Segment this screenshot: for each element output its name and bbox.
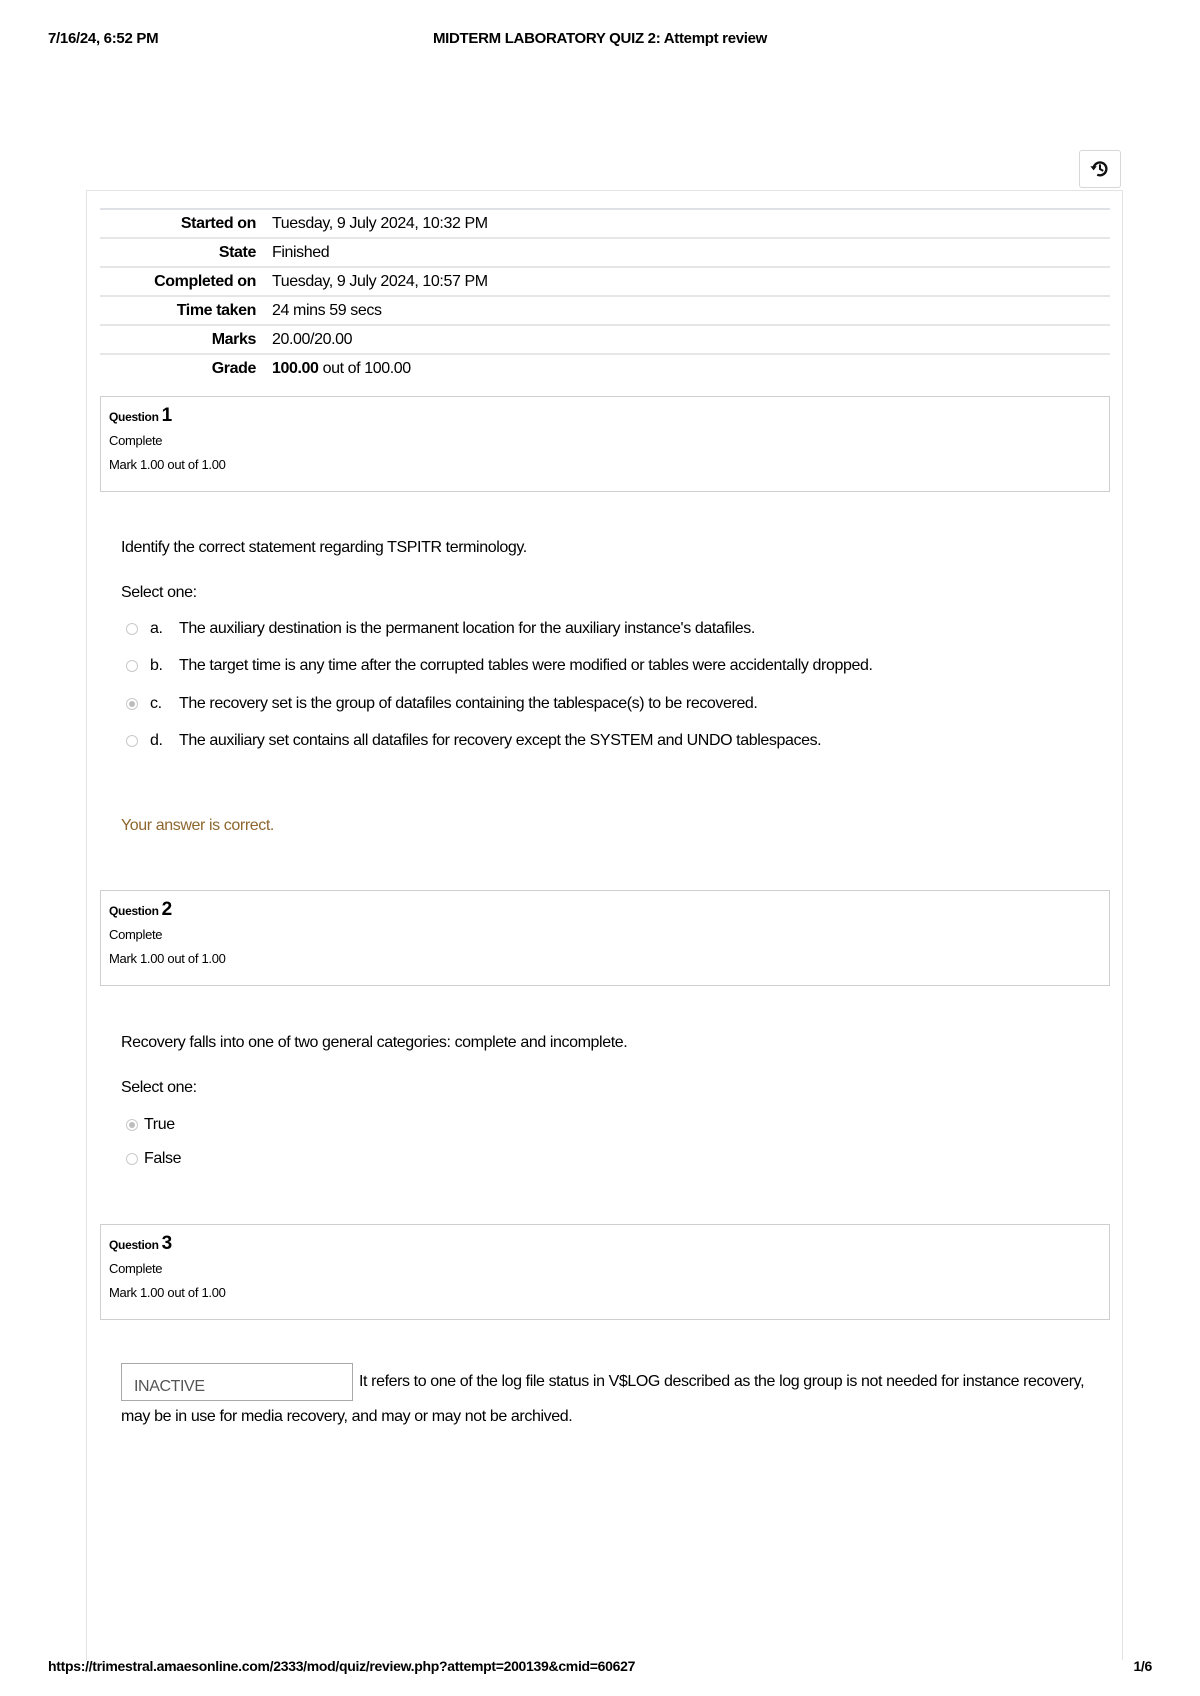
answer-options-2 — [126, 1108, 181, 1176]
select-one-prompt: Select one: — [121, 584, 197, 601]
radio-button[interactable] — [126, 1153, 138, 1165]
select-one-prompt: Select one: — [121, 1079, 197, 1096]
print-footer — [48, 1658, 1152, 1678]
answer-option-b[interactable] — [126, 648, 873, 686]
question-number — [109, 405, 1101, 427]
question-state: Complete — [109, 433, 163, 448]
question-info-2 — [100, 890, 1110, 986]
restore-history-icon — [1089, 158, 1111, 180]
question-text-1: Identify the correct statement regarding TSPITR terminology. — [121, 539, 527, 556]
question-text-3 — [121, 1363, 1091, 1432]
summary-label: Completed on — [154, 272, 256, 290]
option-letter: c. — [150, 694, 162, 712]
question-text-2: Recovery falls into one of two general categories: complete and incomplete. — [121, 1034, 628, 1051]
radio-button[interactable] — [126, 735, 138, 747]
summary-value: Tuesday, 9 July 2024, 10:57 PM — [272, 272, 488, 290]
summary-row-completed-on — [100, 268, 1110, 297]
attempt-summary-table — [100, 208, 1110, 382]
question-text: It refers to one of the log file status in V$LOG described as the log group is not needed for instance recovery, may be in use for media recovery, and may or may not be archived. — [121, 1373, 1085, 1425]
print-title: MIDTERM LABORATORY QUIZ 2: Attempt review — [432, 30, 768, 47]
print-page-number: 1/6 — [1133, 1658, 1152, 1674]
option-text: The recovery set is the group of datafiles containing the tablespace(s) to be recovered. — [179, 694, 758, 712]
answer-feedback: Your answer is correct. — [121, 817, 274, 834]
summary-row-started-on — [100, 210, 1110, 239]
radio-button-checked[interactable] — [126, 1119, 138, 1131]
print-date: 7/16/24, 6:52 PM — [48, 30, 159, 47]
question-info-3 — [100, 1224, 1110, 1320]
summary-label: State — [218, 243, 256, 261]
answer-text-field[interactable]: INACTIVE — [121, 1363, 353, 1401]
summary-value: 24 mins 59 secs — [272, 301, 382, 319]
question-label: Question — [109, 904, 159, 918]
summary-label: Grade — [211, 359, 256, 377]
summary-label: Marks — [211, 330, 256, 348]
option-text: True — [144, 1116, 175, 1133]
option-text: The auxiliary set contains all datafiles for recovery except the SYSTEM and UNDO tablespaces. — [179, 732, 822, 750]
question-grade: Mark 1.00 out of 1.00 — [109, 951, 226, 966]
summary-value: Finished — [272, 243, 330, 261]
print-header — [48, 30, 1152, 50]
question-label: Question — [109, 1238, 159, 1252]
question-number — [109, 899, 1101, 921]
question-state: Complete — [109, 927, 163, 942]
print-url: https://trimestral.amaesonline.com/2333/mod/quiz/review.php?attempt=200139&cmid=60627 — [48, 1658, 636, 1674]
radio-button[interactable] — [126, 660, 138, 672]
question-state: Complete — [109, 1261, 163, 1276]
question-number — [109, 1233, 1101, 1255]
summary-label: Started on — [180, 214, 256, 232]
answer-options-1 — [126, 610, 873, 760]
answer-option-true[interactable] — [126, 1108, 181, 1142]
option-letter: a. — [150, 619, 163, 637]
question-label: Question — [109, 410, 159, 424]
question-grade: Mark 1.00 out of 1.00 — [109, 1285, 226, 1300]
answer-option-false[interactable] — [126, 1142, 181, 1176]
question-grade: Mark 1.00 out of 1.00 — [109, 457, 226, 472]
radio-button[interactable] — [126, 623, 138, 635]
answer-option-c[interactable] — [126, 685, 873, 723]
question-num: 3 — [161, 1233, 172, 1254]
question-num: 2 — [161, 899, 172, 920]
grade-out-of: out of 100.00 — [318, 359, 411, 377]
option-letter: b. — [150, 657, 163, 675]
summary-value — [272, 360, 411, 378]
question-num: 1 — [161, 405, 172, 426]
answer-option-d[interactable] — [126, 723, 873, 761]
summary-value: Tuesday, 9 July 2024, 10:32 PM — [272, 214, 488, 232]
option-text: The auxiliary destination is the permanent location for the auxiliary instance's datafiles. — [179, 619, 755, 637]
restore-history-button[interactable] — [1079, 150, 1121, 188]
grade-score: 100.00 — [272, 359, 319, 377]
question-info-1 — [100, 396, 1110, 492]
answer-option-a[interactable] — [126, 610, 873, 648]
summary-value: 20.00/20.00 — [272, 330, 353, 348]
summary-row-marks — [100, 326, 1110, 355]
summary-row-grade — [100, 355, 1110, 382]
option-letter: d. — [150, 732, 163, 750]
option-text: The target time is any time after the corrupted tables were modified or tables were accidentally dropped. — [179, 657, 873, 675]
option-text: False — [144, 1150, 182, 1167]
summary-row-time-taken — [100, 297, 1110, 326]
summary-label: Time taken — [176, 301, 256, 319]
summary-row-state — [100, 239, 1110, 268]
radio-button-checked[interactable] — [126, 698, 138, 710]
